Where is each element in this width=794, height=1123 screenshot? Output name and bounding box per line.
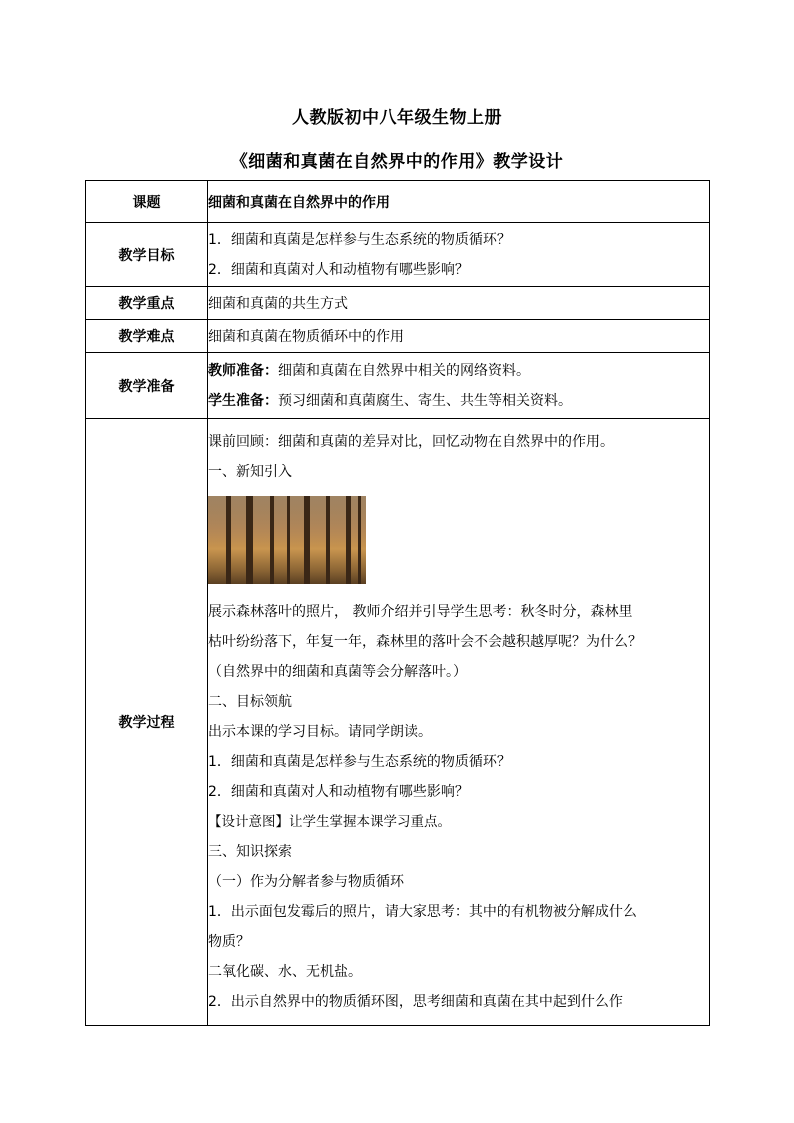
goal-intro: 出示本课的学习目标。请同学朗读。 [208,724,432,740]
label-process: 教学过程 [86,419,208,1026]
row-key [86,287,710,320]
goal-item: 1．细菌和真菌是怎样参与生态系统的物质循环？ [208,754,511,770]
question-1-cont: 物质？ [208,934,250,950]
label-prep: 教学准备 [86,353,208,419]
review-text: 课前回顾：细菌和真菌的差异对比，回忆动物在自然界中的作用。 [208,434,614,450]
tree-trunk [358,496,361,584]
value-process [208,419,710,1026]
photo-description: 枯叶纷纷落下，年复一年，森林里的落叶会不会越积越厚呢？为什么？ [208,634,642,650]
design-intent: 【设计意图】让学生掌握本课学习重点。 [208,814,451,830]
question-1: 1．出示面包发霉后的照片，请大家思考：其中的有机物被分解成什么 [208,904,637,920]
value-difficulty: 细菌和真菌在物质循环中的作用 [208,320,710,353]
label-key: 教学重点 [86,287,208,320]
teacher-prep-value: 细菌和真菌在自然界中相关的网络资料。 [278,362,530,379]
tree-trunk [346,496,351,584]
photo-answer: （自然界中的细菌和真菌等会分解落叶。） [208,664,467,680]
photo-description: 展示森林落叶的照片， 教师介绍并引导学生思考：秋冬时分，森林里 [208,604,633,620]
section-heading: 一、新知引入 [208,464,292,480]
row-topic [86,181,710,223]
student-prep [208,386,709,416]
student-prep-label: 学生准备： [208,392,278,409]
tree-trunk [326,496,330,584]
tree-trunk [270,496,274,584]
value-goals [208,223,710,287]
teacher-prep [208,356,709,386]
tree-trunk [304,496,310,584]
row-prep [86,353,710,419]
forest-photo [208,496,366,584]
tree-trunk [246,496,253,584]
lesson-plan-table [85,180,710,1026]
label-difficulty: 教学难点 [86,320,208,353]
label-topic: 课题 [86,181,208,223]
label-goals: 教学目标 [86,223,208,287]
value-key: 细菌和真菌的共生方式 [208,287,710,320]
goal-item: 2．细菌和真菌对人和动植物有哪些影响？ [208,261,469,278]
value-topic: 细菌和真菌在自然界中的作用 [208,181,710,223]
tree-trunk [287,496,290,584]
answer-1: 二氧化碳、水、无机盐。 [208,964,362,980]
value-prep [208,353,710,419]
section-heading: 三、知识探索 [208,844,292,860]
section-heading: 二、目标领航 [208,694,292,710]
tree-trunk [226,496,231,584]
row-process [86,419,710,1026]
goal-item: 1．细菌和真菌是怎样参与生态系统的物质循环？ [208,231,511,248]
row-difficulty [86,320,710,353]
goal-item: 2．细菌和真菌对人和动植物有哪些影响？ [208,784,469,800]
doc-subtitle: 《细菌和真菌在自然界中的作用》教学设计 [230,152,564,172]
doc-title: 人教版初中八年级生物上册 [292,108,502,128]
subsection-heading: （一）作为分解者参与物质循环 [208,874,404,890]
student-prep-value: 预习细菌和真菌腐生、寄生、共生等相关资料。 [278,392,572,409]
teacher-prep-label: 教师准备： [208,362,278,379]
question-2: 2．出示自然界中的物质循环图，思考细菌和真菌在其中起到什么作 [208,994,623,1010]
row-goals [86,223,710,287]
